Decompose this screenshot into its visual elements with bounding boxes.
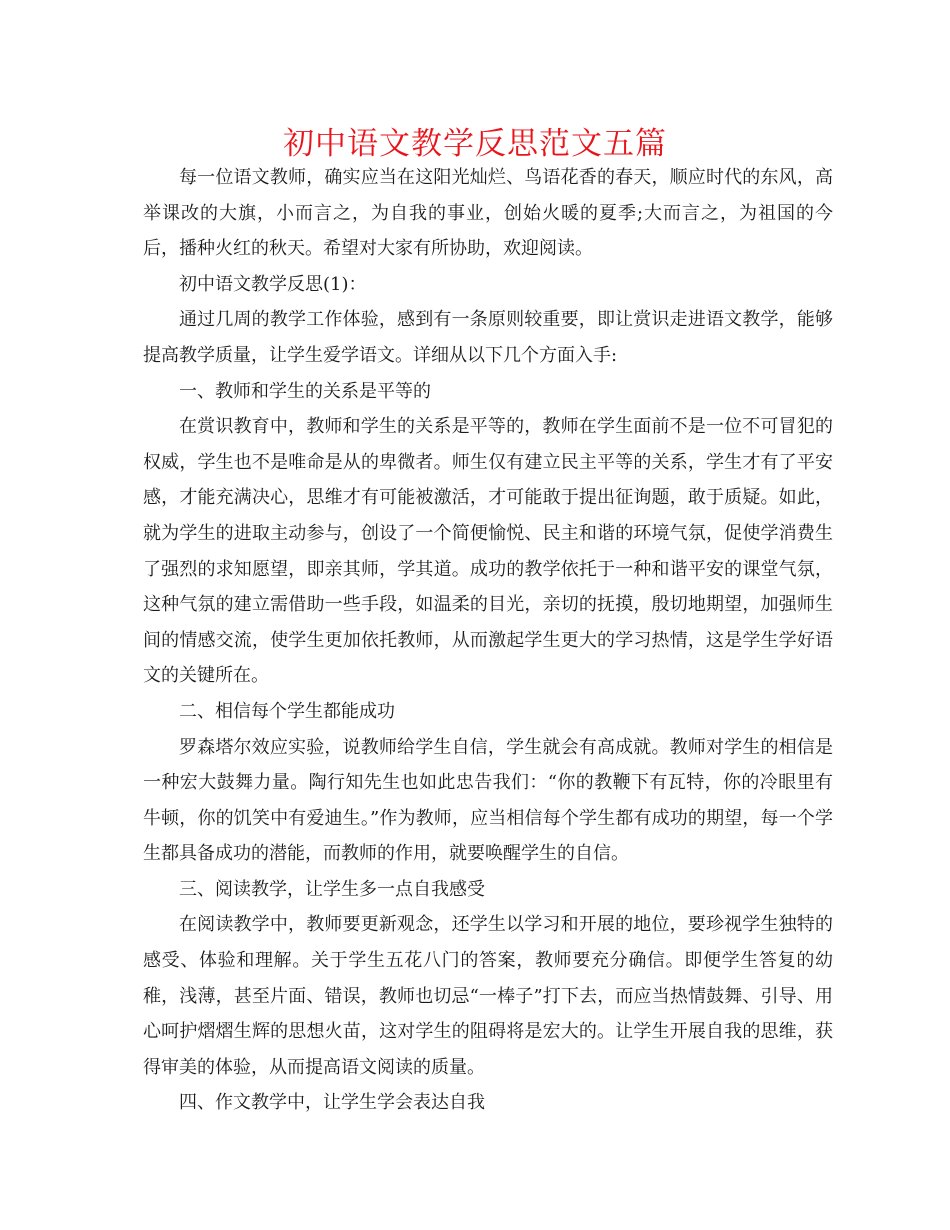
section-heading-3: 三、阅读教学，让学生多一点自我感受 [179,878,485,900]
section-heading-2: 二、相信每个学生都能成功 [179,700,395,722]
section-heading-reflection-1: 初中语文教学反思(1)： [179,273,367,295]
section-heading-4: 四、作文教学中，让学生学会表达自我 [179,1092,485,1114]
body-paragraph: 在阅读教学中，教师要更新观念，还学生以学习和开展的地位，要珍视学生独特的感受、体验和理解。关于学生五花八门的答案，教师要充分确信。即便学生答复的幼稚，浅薄，甚至片面、错误，教师也切忌“一棒子”打下去，而应当热情鼓舞、引导、用心呵护熠熠生辉的思想火苗，这对学生的阻碍将是宏大的。让学生开展自我的思维，获得审美的体验，从而提高语文阅读的质量。 [143,914,833,1078]
body-paragraph: 在赏识教育中，教师和学生的关系是平等的，教师在学生面前不是一位不可冒犯的权威，学生也不是唯命是从的卑微者。师生仅有建立民主平等的关系，学生才有了平安感，才能充满决心，思维才有可能被激活，才可能敢于提出征询题，敢于质疑。如此，就为学生的进取主动参与，创设了一个简便愉悦、民主和谐的环境气氛，促使学消费生了强烈的求知愿望，即亲其师，学其道。成功的教学依托于一种和谐平安的课堂气氛，这种气氛的建立需借助一些手段，如温柔的目光，亲切的抚摸，殷切地期望，加强师生间的情感交流，使学生更加依托教师，从而激起学生更大的学习热情，这是学生学好语文的关键所在。 [143,416,833,687]
document-title: 初中语文教学反思范文五篇 [283,126,667,162]
body-paragraph: 罗森塔尔效应实验，说教师给学生自信，学生就会有高成就。教师对学生的相信是一种宏大鼓舞力量。陶行知先生也如此忠告我们：“你的教鞭下有瓦特，你的冷眼里有牛顿，你的饥笑中有爱迪生。”作为教师，应当相信每个学生都有成功的期望，每一个学生都具备成功的潜能，而教师的作用，就要唤醒学生的自信。 [143,736,833,865]
section-heading-1: 一、教师和学生的关系是平等的 [179,380,431,402]
document-body [143,160,833,1121]
body-paragraph: 通过几周的教学工作体验，感到有一条原则较重要，即让赏识走进语文教学，能够提高教学质量，让学生爱学语文。详细从以下几个方面入手: [143,309,833,366]
intro-paragraph: 每一位语文教师，确实应当在这阳光灿烂、鸟语花香的春天，顺应时代的东风，高举课改的大旗，小而言之，为自我的事业，创始火暖的夏季;大而言之，为祖国的今后，播种火红的秋天。希望对大家有所协助，欢迎阅读。 [143,167,833,260]
